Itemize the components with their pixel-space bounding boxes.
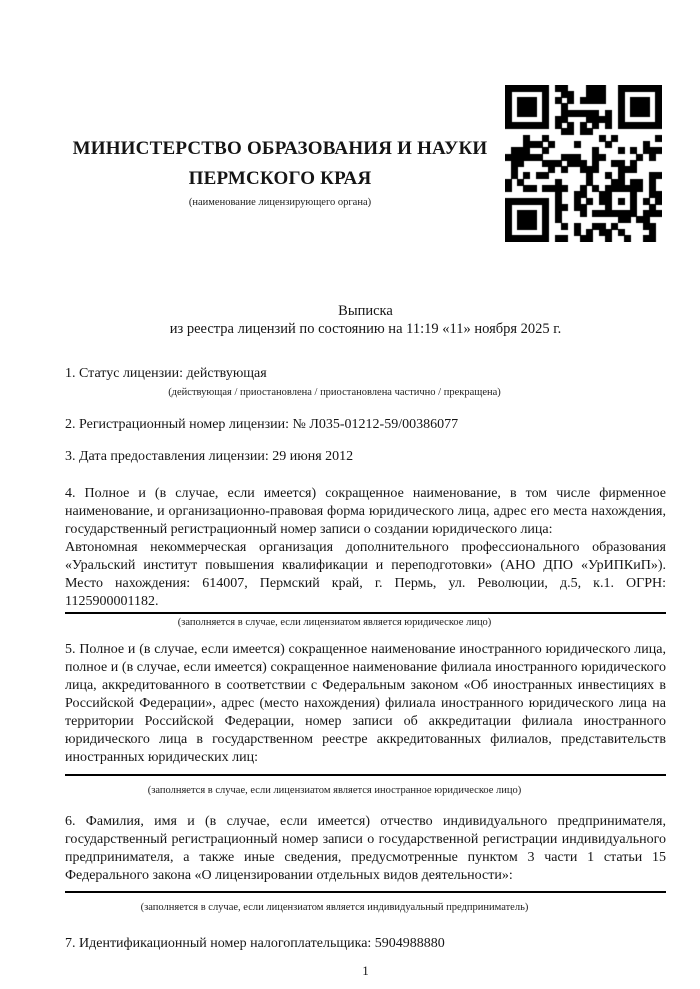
item-taxpayer-number: 7. Идентификационный номер налогоплательщика: 5904988880	[65, 936, 445, 951]
legal-entity-caption: (заполняется в случае, если лицензиатом является юридическое лицо)	[177, 617, 492, 628]
item-legal-entity: 4. Полное и (в случае, если имеется) сокращенное наименование, в том числе фирменное наименование, и организационно-правовая форма юридического лица, адрес его места нахождения, государственный регистрационный номер записи о создании юридического лица:	[65, 486, 666, 537]
item-registration-number: 2. Регистрационный номер лицензии: № Л035-01212-59/00386077	[65, 417, 459, 432]
individual-blank-line	[65, 891, 666, 893]
individual-caption-wrap	[65, 901, 604, 914]
page-number: 1	[362, 963, 369, 978]
item-license-status: 1. Статус лицензии: действующая	[65, 366, 267, 381]
legal-entity-value: Автономная некоммерческая организация дополнительного профессионального образования «Уральский институт повышения квалификации и переподготовки» (АНО ДПО «УрИПКиП»). Место нахождения: 614007, Пермский край, г. Пермь, ул. Революции, д.5, к.1. ОГРН: 1125900001182.	[65, 539, 666, 614]
license-status-caption: (действующая / приостановлена / приостановлена частично / прекращена)	[168, 387, 501, 398]
foreign-entity-caption: (заполняется в случае, если лицензиатом является иностранное юридическое лицо)	[147, 785, 522, 796]
foreign-entity-blank-line	[65, 774, 666, 776]
license-status-caption-wrap	[65, 386, 604, 399]
issuer-caption: (наименование лицензирующего органа)	[188, 197, 372, 208]
title-block	[65, 302, 666, 338]
issuer-name	[65, 134, 495, 194]
item-foreign-entity: 5. Полное и (в случае, если имеется) сокращенное наименование иностранного юридического лица, полное и (в случае, если имеется) сокращенное наименование филиала иностранного юридического лица, аккредитованного в соответствии с Федеральным законом «Об иностранных инвестициях в Российской Федерации», адрес (место нахождения) филиала иностранного юридического лица на территории Российской Федерации, номер записи об аккредитации филиала иностранного юридического лица в государственном реестре аккредитованных филиалов, представительств иностранных юридических лиц:	[65, 642, 666, 765]
document-subtitle: из реестра лицензий по состоянию на 11:19 «11» ноября 2025 г.	[169, 321, 562, 337]
foreign-entity-caption-wrap	[65, 784, 604, 797]
legal-entity-caption-wrap	[65, 616, 604, 629]
issuer-block	[65, 134, 495, 209]
issuer-name-line2: ПЕРМСКОГО КРАЯ	[188, 168, 372, 189]
individual-caption: (заполняется в случае, если лицензиатом является индивидуальный предприниматель)	[140, 902, 529, 913]
item-grant-date: 3. Дата предоставления лицензии: 29 июня 2012	[65, 449, 354, 464]
item-individual-entrepreneur: 6. Фамилия, имя и (в случае, если имеется) отчество индивидуального предпринимателя, государственный регистрационный номер записи о государственной регистрации индивидуального предпринимателя, а также иные сведения, предусмотренные пунктом 3 части 1 статьи 15 Федерального закона «О лицензировании отдельных видов деятельности»:	[65, 814, 666, 883]
issuer-name-line1: МИНИСТЕРСТВО ОБРАЗОВАНИЯ И НАУКИ	[72, 138, 488, 159]
document-title: Выписка	[338, 303, 393, 319]
